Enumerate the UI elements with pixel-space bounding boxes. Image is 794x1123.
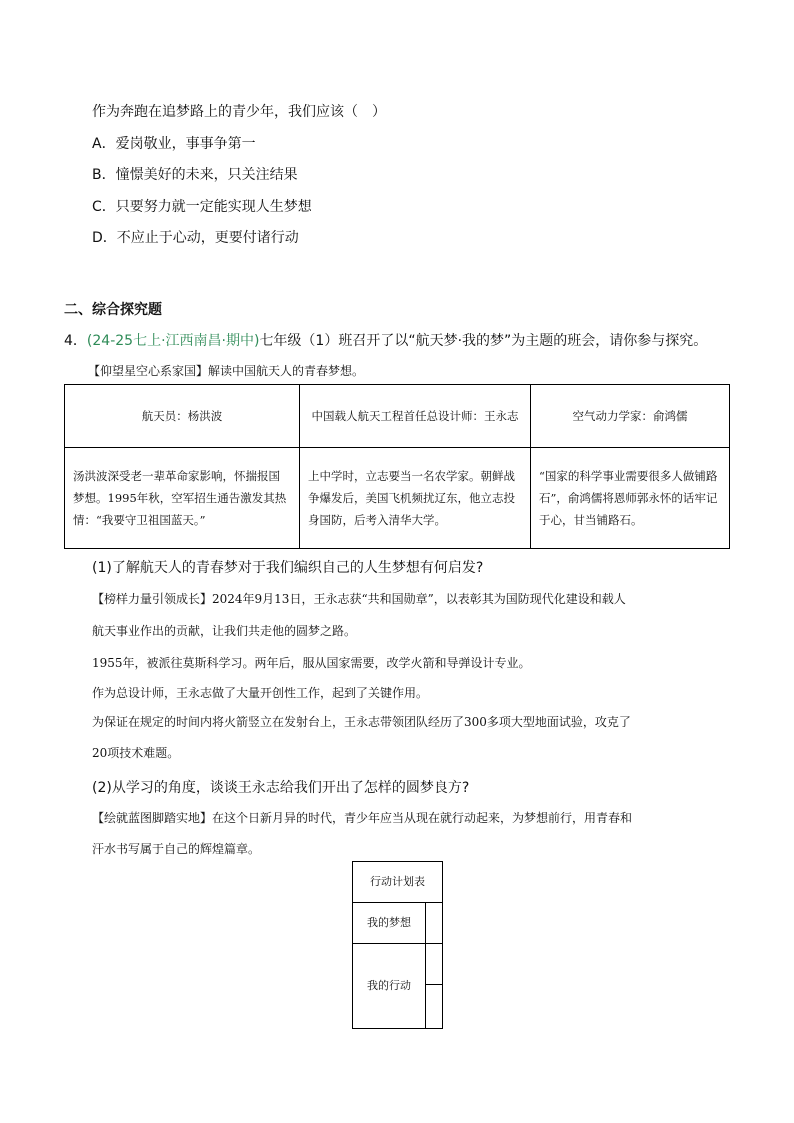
table-header-2: 中国载人航天工程首任总设计师：王永志 bbox=[300, 385, 531, 448]
plan-row-dream: 我的梦想 bbox=[367, 916, 411, 929]
q4-stem: 七年级（1）班召开了以“航天梦·我的梦”为主题的班会，请你参与探究。 bbox=[259, 333, 708, 349]
plan-answer-line bbox=[425, 984, 442, 985]
part2-line-3: 为保证在规定的时间内将火箭竖立在发射台上，王永志带领团队经历了300多项大型地面试验，攻克了 bbox=[92, 715, 631, 729]
q3-option-b: B．憧憬美好的未来，只关注结果 bbox=[92, 167, 298, 183]
action-plan-table bbox=[352, 861, 443, 1029]
part2-intro: 【榜样力量引领成长】2024年9月13日，王永志获“共和国勋章”，以表彰其为国防现代化建设和载人 bbox=[92, 592, 626, 606]
q4-source: (24-25七上·江西南昌·期中) bbox=[86, 333, 260, 349]
astronaut-table bbox=[64, 384, 730, 549]
part2-line-4: 20项技术难题。 bbox=[92, 746, 180, 760]
table-header-3: 空气动力学家：俞鸿儒 bbox=[531, 385, 730, 448]
sub-question-1: (1)了解航天人的青春梦对于我们编织自己的人生梦想有何启发? bbox=[92, 560, 484, 576]
q4-header bbox=[64, 330, 707, 350]
plan-divider bbox=[425, 902, 426, 1028]
table-header-1: 航天员：杨洪波 bbox=[65, 385, 300, 448]
q3-option-d: D．不应止于心动，更要付诸行动 bbox=[92, 230, 299, 246]
plan-row-action: 我的行动 bbox=[367, 979, 411, 992]
table-cell-1: 汤洪波深受老一辈革命家影响，怀揣报国梦想。1995年秋，空军招生通告激发其热情：“我要守卫祖国蓝天。” bbox=[65, 448, 300, 549]
part2-line-1: 1955年，被派往莫斯科学习。两年后，服从国家需要，改学火箭和导弹设计专业。 bbox=[92, 656, 531, 670]
sub-question-2: (2)从学习的角度，谈谈王永志给我们开出了怎样的圆梦良方? bbox=[92, 780, 470, 796]
part1-intro: 【仰望星空心系家国】解读中国航天人的青春梦想。 bbox=[88, 364, 365, 378]
plan-title: 行动计划表 bbox=[353, 862, 442, 903]
q3-option-a: A．爱岗敬业，事事争第一 bbox=[92, 136, 256, 152]
part3-intro-cont: 汗水书写属于自己的辉煌篇章。 bbox=[92, 842, 261, 856]
q3-stem: 作为奔跑在追梦路上的青少年，我们应该（ ） bbox=[92, 104, 386, 120]
part2-intro-cont: 航天事业作出的贡献，让我们共走他的圆梦之路。 bbox=[92, 624, 357, 638]
q4-number: 4． bbox=[64, 333, 87, 349]
q3-option-c: C．只要努力就一定能实现人生梦想 bbox=[92, 199, 312, 215]
part2-line-2: 作为总设计师，王永志做了大量开创性工作，起到了关键作用。 bbox=[92, 686, 429, 700]
part3-intro: 【绘就蓝图脚踏实地】在这个日新月异的时代，青少年应当从现在就行动起来，为梦想前行，用青春和 bbox=[92, 811, 633, 825]
table-cell-3: “国家的科学事业需要很多人做铺路石”，俞鸿儒将恩师郭永怀的话牢记于心，甘当铺路石。 bbox=[531, 448, 730, 549]
section-title: 二、综合探究题 bbox=[64, 302, 162, 318]
table-cell-2: 上中学时，立志要当一名农学家。朝鲜战争爆发后，美国飞机频扰辽东，他立志投身国防，后考入清华大学。 bbox=[300, 448, 531, 549]
